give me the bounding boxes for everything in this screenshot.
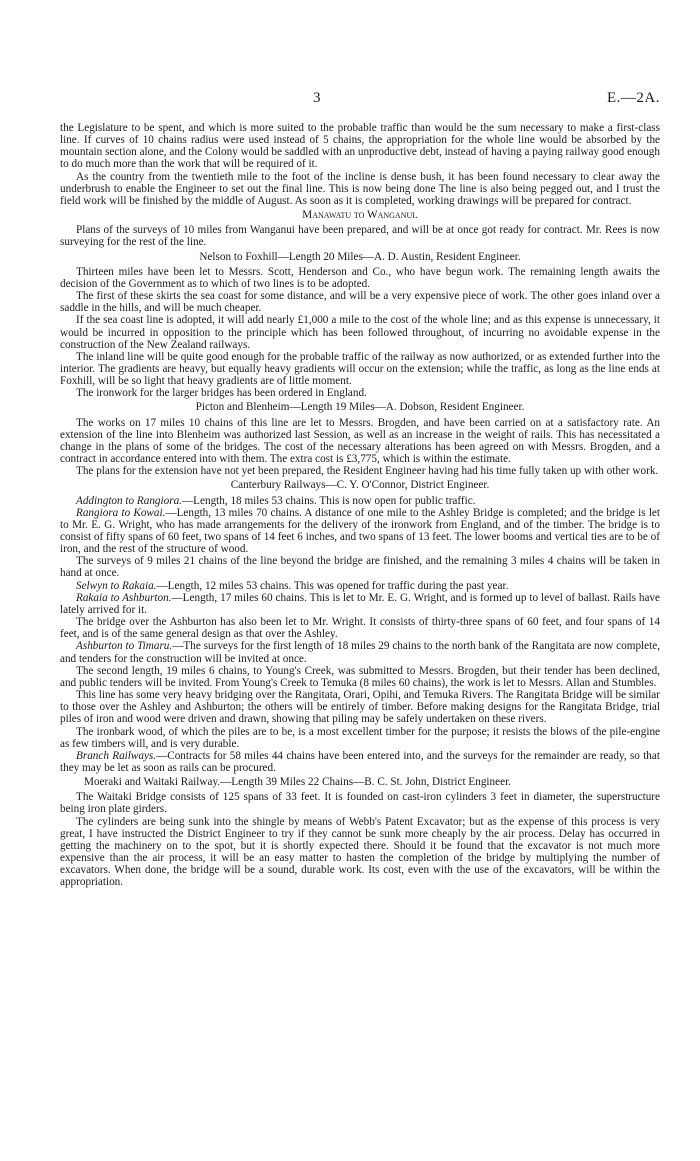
paragraph xyxy=(60,750,660,774)
subsection-title: Addington to Rangiora. xyxy=(76,494,182,507)
paragraph: The second length, 19 miles 6 chains, to Young's Creek, was submitted to Messrs. Brogden, but their tender has been declined, and public tenders will be invited. From Young's Creek to Temuka (8 miles 60 chains), the work is let to Messrs. Allan and Stumbles. xyxy=(60,664,660,689)
paragraph: As the country from the twentieth mile to the foot of the incline is dense bush, it has been found necessary to clear away the underbrush to enable the Engineer to set out the final line. This is now being done The line is also being pegged out, and I trust the field work will be finished by the middle of August. As soon as it is completed, working drawings will be prepared for contract. xyxy=(60,170,660,207)
paragraph: The surveys of 9 miles 21 chains of the line beyond the bridge are finished, and the remaining 3 miles 4 chains will be taken in hand at once. xyxy=(60,555,660,580)
page-number: 3 xyxy=(313,90,321,106)
section-heading: Picton and Blenheim—Length 19 Miles—A. Dobson, Resident Engineer. xyxy=(195,401,525,414)
paragraph: Thirteen miles have been let to Messrs. Scott, Henderson and Co., who have begun work. The remaining length awaits the decision of the Government as to which of two lines is to be adopted. xyxy=(60,265,660,290)
paragraph-text: —Contracts for 58 miles 44 chains have been entered into, and the surveys for the remainder are ready, so that they may be let as soon as rails can be procured. xyxy=(60,749,660,774)
paragraph: This line has some very heavy bridging over the Rangitata, Orari, Opihi, and Temuka Rivers. The Rangitata Bridge will be similar to those over the Ashley and Ashburton; the others will be entirely of timber. Before making designs for the Rangitata Bridge, trial piles of iron and wood were driven and drawn, showing that piling may be safely undertaken on these rivers. xyxy=(60,689,660,726)
paragraph-text: —Length, 18 miles 53 chains. This is now open for public traffic. xyxy=(181,494,476,507)
subsection-title: Ashburton to Timaru. xyxy=(76,640,173,653)
paragraph: The first of these skirts the sea coast for some distance, and will be a very expensive piece of work. The other goes inland over a saddle in the hills, and will be much cheaper. xyxy=(60,290,660,315)
paragraph xyxy=(60,495,660,507)
paragraph: The Waitaki Bridge consists of 125 spans of 33 feet. It is founded on cast-iron cylinders 3 feet in diameter, the superstructure being iron plate girders. xyxy=(60,791,660,816)
paragraph-text: —Length, 12 miles 53 chains. This was opened for traffic during the past year. xyxy=(156,579,509,592)
paragraph-text: —Length, 13 miles 70 chains. A distance of one mile to the Ashley Bridge is completed; and the bridge is let to Mr. E. G. Wright, who has made arrangements for the delivery of the ironwork from England, and of the timber. The bridge is to consist of fifty spans of 60 feet, two spans of 14 feet 6 inches, and two spans of 13 feet. The lower booms and vertical ties are to be of iron, and the rest of the structure of wood. xyxy=(60,506,661,556)
paragraph: Plans of the surveys of 10 miles from Wanganui have been prepared, and will be at once got ready for contract. Mr. Rees is now surveying for the rest of the line. xyxy=(60,224,660,249)
paragraph: The works on 17 miles 10 chains of this line are let to Messrs. Brogden, and have been carried on at a satisfactory rate. An extension of the line into Blenheim was authorized last Session, as well as an increase in the weight of rails. This has necessitated a change in the plans of some of the bridges. The cost of the necessary alterations has been agreed on with Messrs. Brogden, and a contract in accordance entered into with them. The extra cost is £3,775, which is within the estimate. xyxy=(60,416,660,466)
page-header xyxy=(60,90,660,110)
paragraph: The inland line will be quite good enough for the probable traffic of the railway as now authorized, or as extended further into the interior. The gradients are heavy, but equally heavy gradients will occur on the extension; while the traffic, as long as the line ends at Foxhill, will be so light that heavy gradients are of little moment. xyxy=(60,350,660,388)
subsection-title: Rangiora to Kowai. xyxy=(76,506,166,519)
paragraph: The plans for the extension have not yet been prepared, the Resident Engineer having had his time fully taken up with other work. xyxy=(76,465,659,478)
section-heading: Canterbury Railways—C. Y. O'Connor, District Engineer. xyxy=(230,479,490,492)
paragraph: The cylinders are being sunk into the shingle by means of Webb's Patent Excavator; but as the expense of this process is very great, I have instructed the District Engineer to try if they cannot be sunk more cheaply by the air process. Delay has occurred in getting the machinery on to the spot, but it is shortly expected there. Should it be found that the excavator is not much more expensive than the air process, it will be an easy matter to hasten the completion of the bridge by multiplying the number of excavators. When done, the bridge will be a sound, durable work. Its cost, even with the use of the excavators, will be within the appropriation. xyxy=(60,815,660,889)
subsection-title: Branch Railways. xyxy=(76,749,157,762)
document-reference: E.—2A. xyxy=(607,90,660,106)
section-heading: Manawatu to Wanganui. xyxy=(302,209,418,222)
section-heading: Nelson to Foxhill—Length 20 Miles—A. D. Austin, Resident Engineer. xyxy=(199,250,521,263)
paragraph xyxy=(60,507,660,556)
paragraph-text: —The surveys for the first length of 18 miles 29 chains to the north bank of the Rangitata are now complete, and tenders for the construction will be invited at once. xyxy=(60,640,660,665)
paragraph: If the sea coast line is adopted, it will add nearly £1,000 a mile to the cost of the whole line; and as this expense is unnecessary, it would be incurred in opposition to the principle which has been followed throughout, of incurring no avoidable expense in the construction of the New Zealand railways. xyxy=(60,314,660,351)
paragraph xyxy=(60,640,660,664)
paragraph: The ironbark wood, of which the piles are to be, is a most excellent timber for the purpose; it resists the blows of the pile-engine as few timbers will, and is very durable. xyxy=(60,725,660,750)
paragraph xyxy=(60,580,660,592)
section-heading: Moeraki and Waitaki Railway.—Length 39 Miles 22 Chains—B. C. St. John, District Engineer. xyxy=(84,776,511,789)
document-body xyxy=(60,122,660,889)
subsection-title: Rakaia to Ashburton. xyxy=(76,591,172,604)
paragraph: the Legislature to be spent, and which is more suited to the probable traffic than would be the sum necessary to make a first-class line. If curves of 10 chains radius were used instead of 5 chains, the appropriation for the whole line would be absorbed by the mountain section alone, and the Colony would be saddled with an unproductive debt, instead of having a paying railway good enough to do much more than the work that will be required of it. xyxy=(60,122,660,171)
paragraph-text: —Length, 17 miles 60 chains. This is let to Mr. E. G. Wright, and is formed up to level of ballast. Rails have lately arrived for it. xyxy=(60,591,660,616)
subsection-title: Selwyn to Rakaia. xyxy=(76,579,157,592)
paragraph xyxy=(60,592,660,616)
paragraph: The bridge over the Ashburton has also been let to Mr. Wright. It consists of thirty-three spans of 60 feet, and four spans of 14 feet, and is of the same general design as that over the Ashley. xyxy=(60,616,660,641)
paragraph: The ironwork for the larger bridges has been ordered in England. xyxy=(76,387,367,400)
